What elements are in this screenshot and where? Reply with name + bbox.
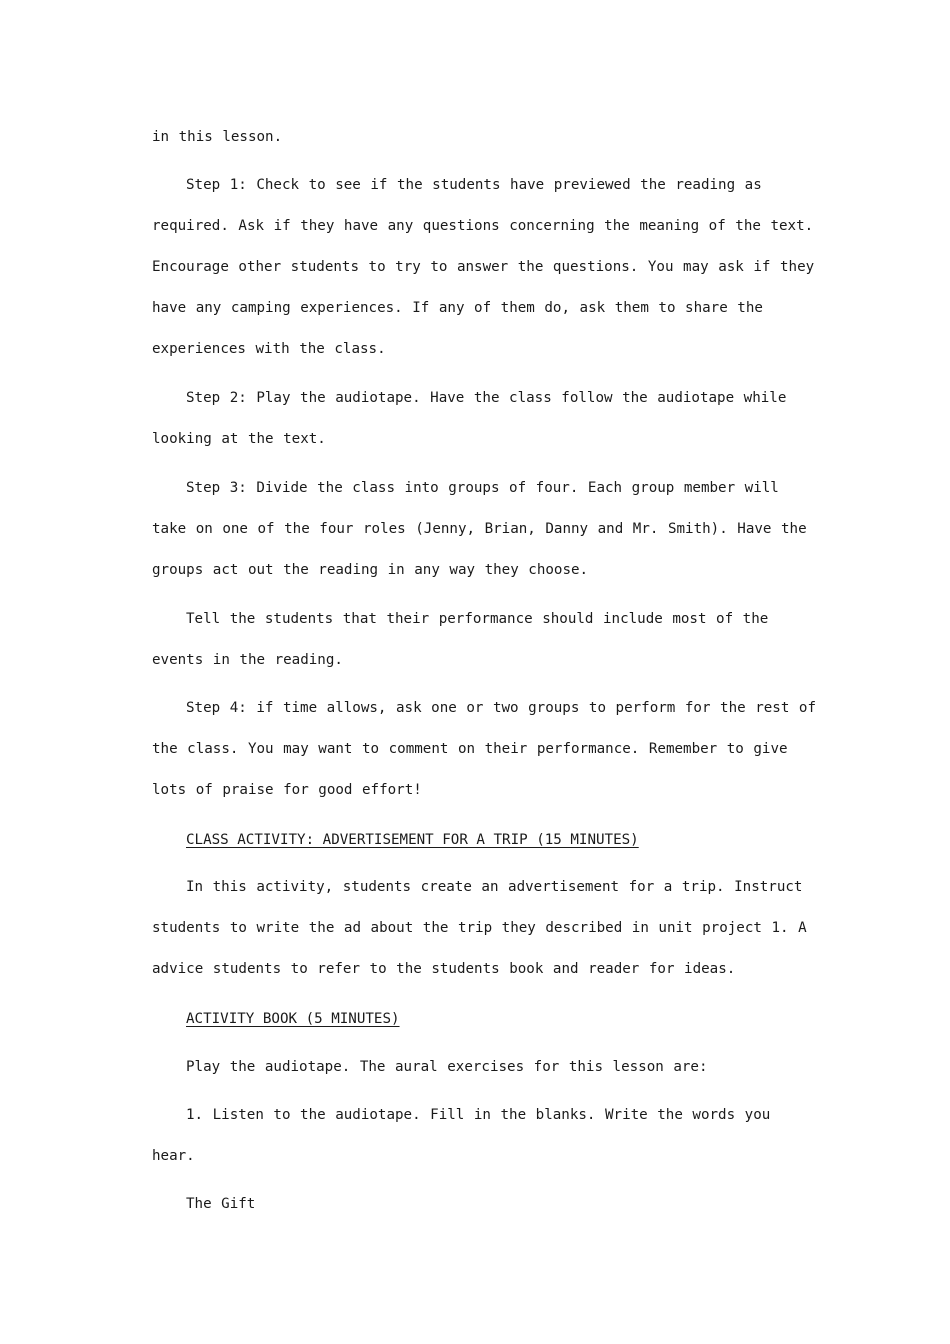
paragraph-aural-intro (152, 1047, 802, 1088)
text-line: The Gift (186, 1196, 256, 1212)
text-line: have any camping experiences. If any of them do, ask them to share the (152, 300, 763, 316)
text-line: hear. (152, 1148, 195, 1164)
text-line: required. Ask if they have any questions concerning the meaning of the text. (152, 218, 814, 234)
text-line: advice students to refer to the students book and reader for ideas. (152, 961, 736, 977)
paragraph-step-3 (152, 468, 807, 591)
text-line: Step 1: Check to see if the students have previewed the reading as (186, 177, 762, 193)
text-line: in this lesson. (152, 129, 283, 145)
text-line: Tell the students that their performance should include most of the (186, 611, 769, 627)
paragraph-step-4 (152, 688, 816, 811)
text-line: Step 4: if time allows, ask one or two groups to perform for the rest of (186, 700, 816, 716)
heading-activity-book: ACTIVITY BOOK (5 MINUTES) (186, 1011, 400, 1027)
text-line: looking at the text. (152, 431, 326, 447)
paragraph-the-gift (152, 1184, 802, 1225)
text-line: take on one of the four roles (Jenny, Brian, Danny and Mr. Smith). Have the (152, 521, 807, 537)
text-line: the class. You may want to comment on their performance. Remember to give (152, 741, 788, 757)
paragraph-exercise-1 (152, 1095, 802, 1177)
paragraph-step-1 (152, 165, 815, 370)
text-line: experiences with the class. (152, 341, 386, 357)
text-line: Step 2: Play the audiotape. Have the class follow the audiotape while (186, 390, 787, 406)
text-line: lots of praise for good effort! (152, 782, 422, 798)
text-line: In this activity, students create an advertisement for a trip. Instruct (186, 879, 803, 895)
text-line: Step 3: Divide the class into groups of four. Each group member will (186, 480, 779, 496)
text-line: students to write the ad about the trip they described in unit project 1. A (152, 920, 807, 936)
text-line: events in the reading. (152, 652, 343, 668)
paragraph-step-2 (152, 378, 802, 460)
text-line: Play the audiotape. The aural exercises for this lesson are: (186, 1059, 708, 1075)
text-line: groups act out the reading in any way they choose. (152, 562, 589, 578)
paragraph-performance (152, 599, 802, 681)
paragraph-lesson-end (152, 117, 802, 158)
text-line: 1. Listen to the audiotape. Fill in the blanks. Write the words you (186, 1107, 771, 1123)
paragraph-class-activity (152, 867, 807, 990)
heading-class-activity: CLASS ACTIVITY: ADVERTISEMENT FOR A TRIP (15 MINUTES) (186, 832, 639, 848)
text-line: Encourage other students to try to answer the questions. You may ask if they (152, 259, 815, 275)
